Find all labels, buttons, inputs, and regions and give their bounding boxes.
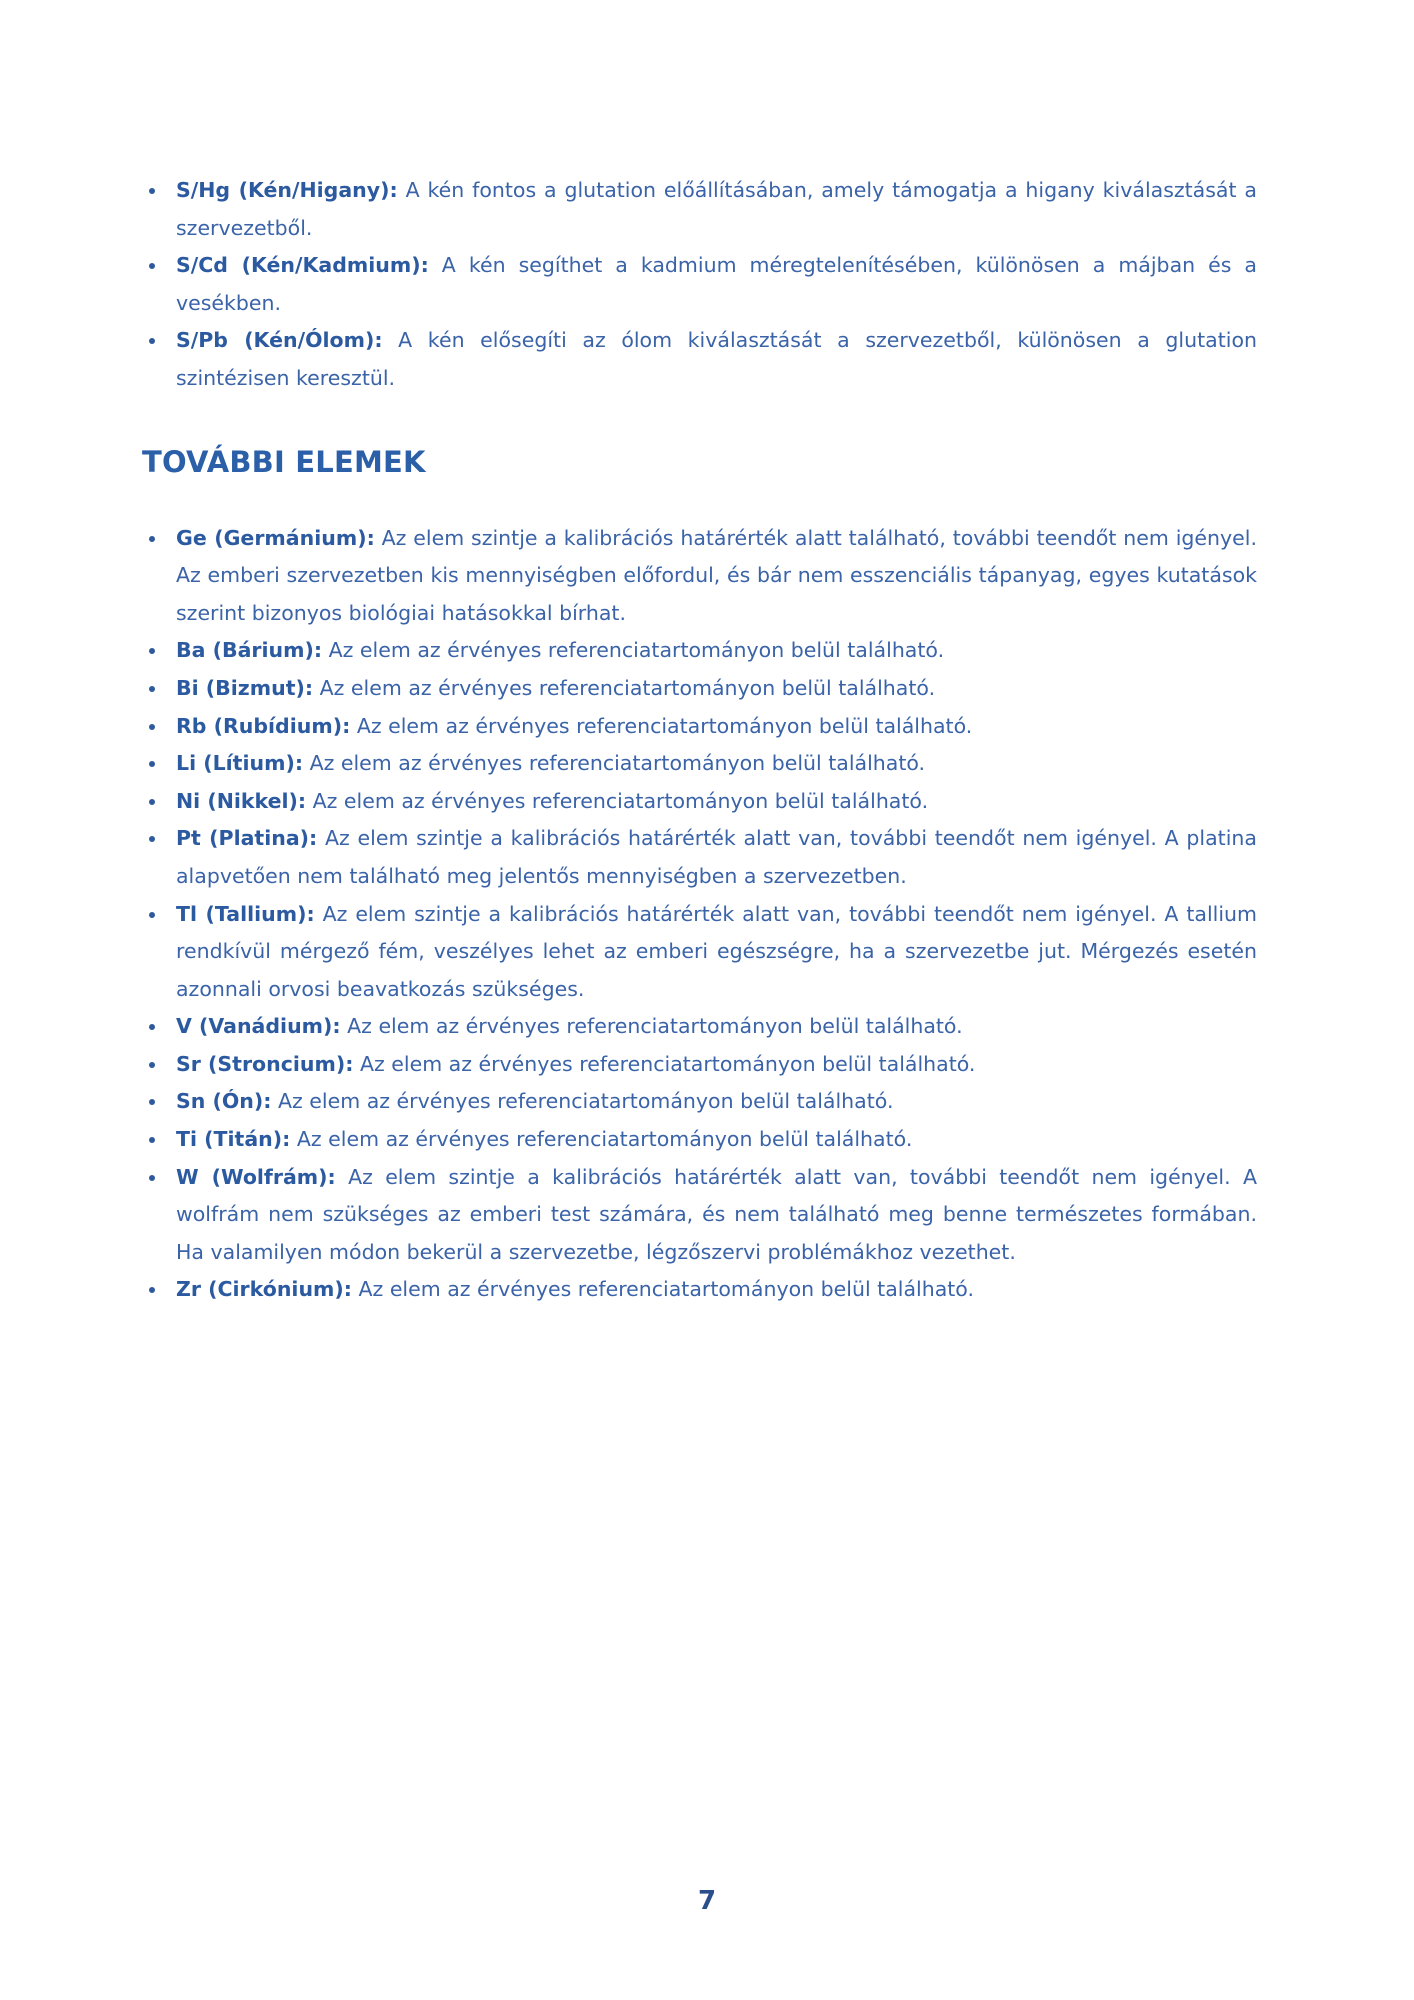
item-text: Az elem az érvényes referenciatartományon belül található. (328, 638, 945, 663)
item-term: Ni (Nikkel): (176, 788, 307, 813)
item-text: A kén elősegíti az ólom kiválasztását a szervezetből, különösen a glutation szintézisen keresztül. (176, 328, 1257, 390)
item-term: Bi (Bizmut): (176, 675, 314, 700)
bullet-icon (149, 1137, 155, 1143)
bullet-icon (149, 912, 155, 918)
bullet-icon (149, 188, 155, 194)
item-term: S/Hg (Kén/Higany): (176, 178, 398, 202)
item-text: Az elem szintje a kalibrációs határérték alatt van, további teendőt nem igényel. A wolfrám nem szükséges az emberi test számára, és nem található meg benne természetes formában. Ha valamilyen módon bekerül a szervezetbe, légzőszervi problémákhoz vezethet. (176, 1164, 1257, 1264)
bullet-icon (149, 536, 155, 542)
bullet-icon (149, 724, 155, 730)
bullet-icon (149, 836, 155, 842)
item-text: Az elem szintje a kalibrációs határérték alatt található, további teendőt nem igényel. Az emberi szervezetben kis mennyiségben előfordul, és bár nem esszenciális tápanyag, egyes kutatások szerint bizonyos biológiai hatásokkal bírhat. (176, 525, 1257, 625)
item-term: S/Cd (Kén/Kadmium): (176, 253, 429, 278)
list-item (142, 896, 1257, 1009)
item-text: Az elem az érvényes referenciatartományon belül található. (296, 1127, 913, 1152)
item-term: Sr (Stroncium): (176, 1051, 354, 1076)
item-term: Tl (Tallium): (176, 901, 315, 926)
list-item (142, 520, 1257, 633)
list-item (142, 1046, 1257, 1084)
list-item (142, 1159, 1257, 1272)
item-term: Ti (Titán): (176, 1127, 291, 1152)
item-term: Pt (Platina): (176, 826, 318, 851)
page-number: 7 (697, 1886, 717, 1916)
bullet-icon (149, 1287, 155, 1293)
list-item (142, 1008, 1257, 1046)
item-text: Az elem szintje a kalibrációs határérték alatt van, további teendőt nem igényel. A tallium rendkívül mérgező fém, veszélyes lehet az emberi egészségre, ha a szervezetbe jut. Mérgezés esetén azonnali orvosi beavatkozás szükséges. (176, 901, 1258, 1001)
page-content (142, 172, 1257, 1309)
item-text: A kén segíthet a kadmium méregtelenítésében, különösen a májban és a vesékben. (176, 253, 1257, 315)
additional-elements-list (142, 520, 1257, 1309)
sulfur-ratio-list (142, 172, 1257, 398)
item-text: Az elem az érvényes referenciatartományon belül található. (309, 751, 926, 776)
list-item (142, 322, 1257, 397)
bullet-icon (149, 263, 155, 269)
list-item (142, 247, 1257, 322)
item-term: Ba (Bárium): (176, 638, 323, 663)
bullet-icon (149, 1099, 155, 1105)
item-text: Az elem az érvényes referenciatartományon belül található. (277, 1089, 894, 1114)
item-term: Rb (Rubídium): (176, 713, 351, 738)
item-term: Sn (Ón): (176, 1089, 272, 1114)
item-text: Az elem az érvényes referenciatartományon belül található. (312, 788, 929, 813)
item-term: V (Vanádium): (176, 1014, 341, 1039)
bullet-icon (149, 338, 155, 344)
bullet-icon (149, 799, 155, 805)
bullet-icon (149, 686, 155, 692)
list-item (142, 745, 1257, 783)
item-term: Ge (Germánium): (176, 525, 375, 550)
bullet-icon (149, 1024, 155, 1030)
item-text: A kén fontos a glutation előállításában, amely támogatja a higany kiválasztását a szervezetből. (176, 178, 1257, 240)
item-text: Az elem az érvényes referenciatartományon belül található. (319, 675, 936, 700)
list-item (142, 1271, 1257, 1309)
list-item (142, 632, 1257, 670)
list-item (142, 820, 1257, 895)
bullet-icon (149, 1062, 155, 1068)
list-item (142, 670, 1257, 708)
item-term: Li (Lítium): (176, 751, 304, 776)
item-text: Az elem az érvényes referenciatartományon belül található. (358, 1277, 974, 1302)
item-term: W (Wolfrám): (176, 1164, 336, 1189)
item-term: S/Pb (Kén/Ólom): (176, 328, 383, 353)
list-item (142, 708, 1257, 746)
bullet-icon (149, 761, 155, 767)
bullet-icon (149, 1175, 155, 1181)
list-item (142, 172, 1257, 247)
list-item (142, 1083, 1257, 1121)
section-heading: TOVÁBBI ELEMEK (142, 444, 426, 479)
item-text: Az elem az érvényes referenciatartományon belül található. (347, 1014, 963, 1039)
list-item (142, 1121, 1257, 1159)
item-text: Az elem az érvényes referenciatartományon belül található. (356, 713, 973, 738)
list-item (142, 783, 1257, 821)
item-text: Az elem az érvényes referenciatartományon belül található. (359, 1051, 976, 1076)
item-term: Zr (Cirkónium): (176, 1277, 352, 1302)
item-text: Az elem szintje a kalibrációs határérték alatt van, további teendőt nem igényel. A platina alapvetően nem található meg jelentős mennyiségben a szervezetben. (176, 826, 1257, 888)
bullet-icon (149, 648, 155, 654)
